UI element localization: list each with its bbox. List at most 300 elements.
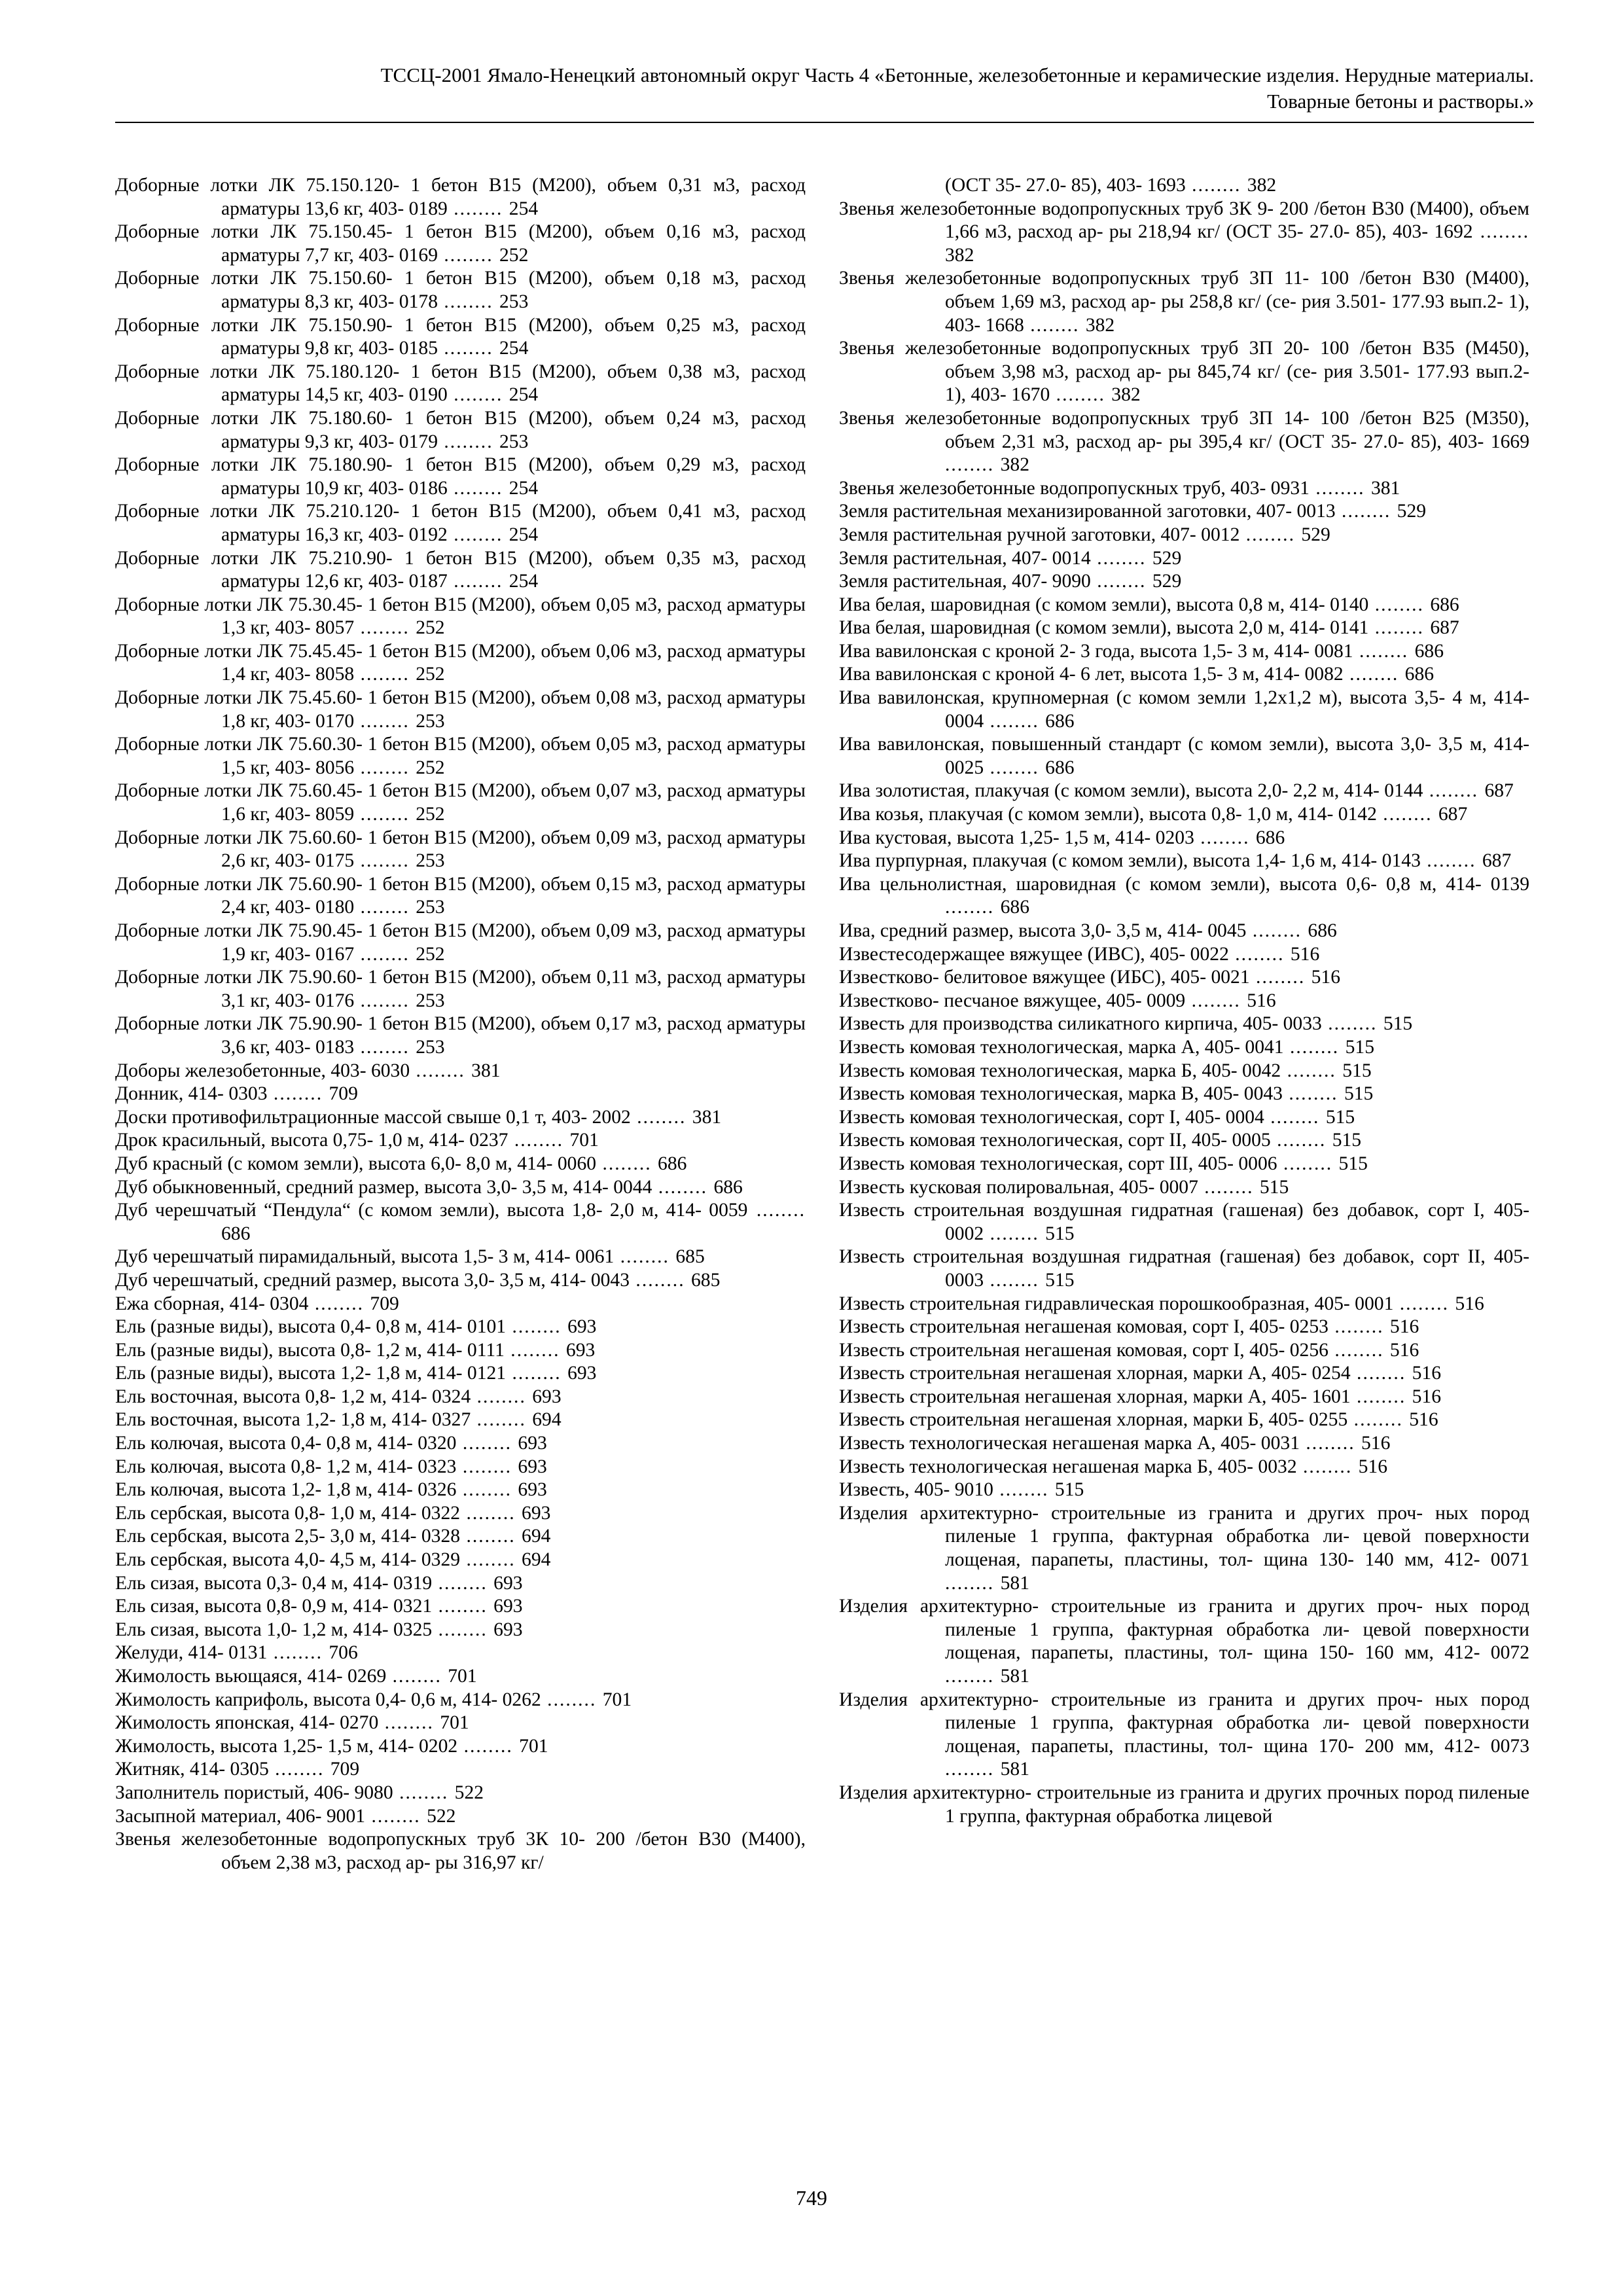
- index-entry-text: Донник, 414- 0303: [115, 1083, 268, 1105]
- index-entry-page: 516: [1247, 990, 1276, 1011]
- index-entry: [839, 850, 1529, 873]
- index-entry: [115, 1106, 806, 1130]
- index-entry-page: 381: [1370, 477, 1400, 499]
- dot-leader: ........: [365, 1805, 427, 1827]
- index-entry: [115, 1362, 806, 1386]
- index-entry-page: 253: [416, 897, 445, 918]
- index-entry: [115, 827, 806, 873]
- index-entry-page: 581: [1000, 1572, 1029, 1594]
- index-entry-text: Доборные лотки ЛК 75.60.90- 1 бетон В15 (М200), объем 0,15 м3, расход арматуры 2,4 кг, 403- 0180: [115, 873, 806, 918]
- index-entry-text: Известь кусковая полировальная, 405- 0007: [839, 1176, 1198, 1198]
- index-entry-text: Известь комовая технологическая, марка А, 405- 0041: [839, 1036, 1284, 1058]
- index-entry: [839, 640, 1529, 664]
- index-entry: [839, 1408, 1529, 1432]
- index-entry-text: Ель сербская, высота 0,8- 1,0 м, 414- 0322: [115, 1502, 461, 1524]
- dot-leader: ........: [432, 1596, 494, 1617]
- index-entry-page: 686: [658, 1153, 687, 1174]
- dot-leader: ........: [1343, 664, 1405, 685]
- index-entry: [839, 1013, 1529, 1036]
- index-entry-page: 693: [522, 1502, 551, 1524]
- dot-leader: ........: [504, 1339, 566, 1361]
- index-entry: [839, 1689, 1529, 1782]
- index-entry: [115, 1432, 806, 1456]
- index-entry-text: Доборные лотки ЛК 75.30.45- 1 бетон В15 (М200), объем 0,05 м3, расход арматуры 1,3 кг, 403- 8057: [115, 594, 806, 639]
- index-entry: [839, 407, 1529, 477]
- index-entry: [115, 174, 806, 221]
- header-line-1: ТССЦ-2001 Ямало-Ненецкий автономный округ Часть 4 «Бетонные, железобетонные и керамические изделия. Нерудные материалы.: [380, 63, 1534, 86]
- index-entry-text: Дуб обыкновенный, средний размер, высота 3,0- 3,5 м, 414- 0044: [115, 1176, 652, 1198]
- index-entry: [115, 1689, 806, 1712]
- index-entry-text: Звенья железобетонные водопропускных труб, 403- 0931: [839, 477, 1310, 499]
- index-entry-page: 254: [508, 571, 539, 592]
- index-entry-text: Ель сербская, высота 2,5- 3,0 м, 414- 0328: [115, 1526, 461, 1547]
- index-entry: [839, 267, 1529, 337]
- index-entry-page: 382: [1085, 314, 1115, 336]
- running-header: [115, 62, 1534, 115]
- index-entry-text: Ива вавилонская, повышенный стандарт (с комом земли), высота 3,0- 3,5 м, 414- 0025: [839, 734, 1529, 778]
- index-entry-page: 516: [1361, 1433, 1391, 1454]
- index-entry-text: Доски противофильтрационные массой свыше 0,1 т, 403- 2002: [115, 1106, 631, 1128]
- index-entry-page: 694: [532, 1409, 562, 1431]
- dot-leader: ........: [354, 897, 416, 918]
- dot-leader: ........: [1296, 1456, 1359, 1477]
- index-entry-text: Известь для производства силикатного кирпича, 405- 0033: [839, 1013, 1322, 1035]
- dot-leader: ........: [354, 617, 416, 639]
- dot-leader: ........: [1300, 1433, 1361, 1454]
- index-entry-text: Дуб черешчатый, средний размер, высота 3,0- 3,5 м, 414- 0043: [115, 1269, 630, 1291]
- index-entry-page: 686: [221, 1223, 251, 1244]
- index-entry-page: 686: [1045, 710, 1075, 732]
- index-entry-text: Доборные лотки ЛК 75.90.60- 1 бетон В15 (М200), объем 0,11 м3, расход арматуры 3,1 кг, 403- 0176: [115, 967, 806, 1011]
- index-entry-page: 693: [493, 1596, 523, 1617]
- index-entry-text: Доборы железобетонные, 403- 6030: [115, 1060, 410, 1081]
- index-entry-text: Доборные лотки ЛК 75.150.45- 1 бетон В15 (М200), объем 0,16 м3, расход арматуры 7,7 кг, 403- 0169: [115, 221, 806, 266]
- index-entry: [115, 267, 806, 314]
- index-entry-page: 686: [1045, 757, 1075, 778]
- index-entry: [839, 1153, 1529, 1176]
- index-entry: [839, 990, 1529, 1013]
- index-entry-page: 694: [522, 1549, 551, 1571]
- dot-leader: ........: [1283, 1036, 1346, 1058]
- index-entry: [115, 1386, 806, 1409]
- index-entry-page: 515: [1383, 1013, 1413, 1035]
- dot-leader: ........: [447, 384, 509, 406]
- index-entry-page: 253: [416, 710, 445, 732]
- index-entry: [115, 1525, 806, 1549]
- dot-leader: ........: [1270, 1130, 1332, 1151]
- dot-leader: ........: [945, 1666, 1001, 1687]
- index-entry-text: Изделия архитектурно- строительные из гранита и других проч- ных пород пиленые 1 группа, фактурная обработка ли- цевой поверхности лощеная, парапеты, пластины, тол- щина 130- 140 мм, 412- 0071: [839, 1502, 1529, 1571]
- index-entry: [839, 1083, 1529, 1106]
- index-entry: [115, 687, 806, 733]
- index-entry-page: 252: [416, 664, 445, 685]
- index-entry-text: Доборные лотки ЛК 75.150.90- 1 бетон В15 (М200), объем 0,25 м3, расход арматуры 9,8 кг, 403- 0185: [115, 314, 806, 359]
- index-entry: [115, 1828, 806, 1874]
- index-entry-page: 516: [1389, 1339, 1419, 1361]
- index-entry-text: Ель (разные виды), высота 0,4- 0,8 м, 414- 0101: [115, 1316, 507, 1338]
- index-entry-text: Ива белая, шаровидная (с комом земли), высота 0,8 м, 414- 0140: [839, 594, 1369, 615]
- index-entry-text: Доборные лотки ЛК 75.45.60- 1 бетон В15 (М200), объем 0,08 м3, расход арматуры 1,8 кг, 403- 0170: [115, 687, 806, 732]
- dot-leader: ........: [1420, 850, 1482, 872]
- dot-leader: ........: [945, 1759, 1001, 1780]
- dot-leader: ........: [541, 1689, 603, 1710]
- index-entry: [839, 1176, 1529, 1200]
- dot-leader: ........: [447, 198, 509, 219]
- index-entry-page: 706: [329, 1642, 358, 1664]
- dot-leader: ........: [1281, 1060, 1343, 1081]
- dot-leader: ........: [1228, 943, 1291, 965]
- index-entry: [115, 1502, 806, 1526]
- dot-leader: ........: [386, 1666, 448, 1687]
- index-entry-text: Известь комовая технологическая, марка Б, 405- 0042: [839, 1060, 1281, 1081]
- index-entry-text: Земля растительная, 407- 9090: [839, 571, 1091, 592]
- dot-leader: ........: [984, 1269, 1046, 1291]
- dot-leader: ........: [1277, 1153, 1339, 1174]
- index-entry-page: 381: [692, 1106, 722, 1128]
- index-entry: [839, 524, 1529, 547]
- dot-leader: ........: [1350, 1386, 1412, 1407]
- dot-leader: ........: [614, 1246, 676, 1268]
- index-entry: [839, 477, 1529, 501]
- index-entry-page: 581: [1000, 1666, 1029, 1687]
- index-entry-text: Известь комовая технологическая, сорт III, 405- 0006: [839, 1153, 1277, 1174]
- index-entry-page: 693: [567, 1316, 597, 1338]
- index-entry: [839, 873, 1529, 920]
- index-entry-text: Известь строительная гидравлическая порошкообразная, 405- 0001: [839, 1293, 1394, 1314]
- index-entry-page: 516: [1409, 1409, 1438, 1431]
- dot-leader: ........: [1194, 827, 1256, 848]
- index-entry-page: 581: [1000, 1759, 1029, 1780]
- index-entry: [115, 1316, 806, 1339]
- index-entry-page: 686: [1000, 897, 1029, 918]
- index-entry-page: 522: [454, 1782, 484, 1803]
- index-entry-page: 701: [440, 1712, 469, 1734]
- dot-leader: ........: [945, 897, 1001, 918]
- index-entry-text: Дуб черешчатый пирамидальный, высота 1,5- 3 м, 414- 0061: [115, 1246, 615, 1268]
- index-entry: [115, 221, 806, 267]
- index-entry: [839, 1432, 1529, 1456]
- index-entry: [839, 1106, 1529, 1130]
- index-entry-text: Известь технологическая негашеная марка Б, 405- 0032: [839, 1456, 1297, 1477]
- index-entry-page: 693: [518, 1479, 547, 1501]
- index-entry: [839, 1036, 1529, 1060]
- index-entry: [115, 1805, 806, 1829]
- index-entry: [839, 547, 1529, 571]
- index-entry: [115, 1246, 806, 1269]
- dot-leader: ........: [1328, 1316, 1390, 1338]
- index-entry-page: 253: [416, 990, 445, 1011]
- dot-leader: ........: [432, 1619, 494, 1640]
- index-entry-page: 254: [508, 477, 539, 499]
- index-entry-page: 693: [565, 1339, 596, 1361]
- dot-leader: ........: [652, 1176, 714, 1198]
- index-entry-text: Жимолость вьющаяся, 414- 0269: [115, 1666, 387, 1687]
- index-entry-page: 687: [1430, 617, 1459, 639]
- index-entry-page: 382: [1000, 454, 1029, 476]
- index-entry-page: 515: [1259, 1176, 1289, 1198]
- index-entry-page: 252: [416, 804, 445, 825]
- index-entry: [839, 1595, 1529, 1688]
- dot-leader: ........: [1090, 571, 1152, 592]
- index-entry-page: 529: [1152, 547, 1182, 569]
- index-entry-text: Известь строительная негашеная хлорная, марки Б, 405- 0255: [839, 1409, 1348, 1431]
- index-entry-page: 516: [1412, 1363, 1442, 1384]
- dot-leader: ........: [354, 1036, 416, 1058]
- dot-leader: ........: [1321, 1013, 1383, 1035]
- dot-leader: ........: [506, 1363, 568, 1384]
- index-entry: [839, 1782, 1529, 1828]
- dot-leader: ........: [1353, 640, 1415, 662]
- index-entry-page: 254: [499, 338, 529, 359]
- index-entry-text: Доборные лотки ЛК 75.60.60- 1 бетон В15 (М200), объем 0,09 м3, расход арматуры 2,6 кг, 403- 0175: [115, 827, 806, 872]
- index-entry-page: 693: [532, 1386, 562, 1407]
- index-entry: [115, 920, 806, 966]
- dot-leader: ........: [630, 1106, 692, 1128]
- header-rule: [115, 122, 1534, 123]
- index-entry: [839, 1339, 1529, 1363]
- index-entry-page: 516: [1389, 1316, 1419, 1338]
- dot-leader: ........: [354, 850, 416, 872]
- page-number: 749: [796, 2186, 827, 2210]
- dot-leader: ........: [984, 710, 1046, 732]
- index-entry-text: Ель (разные виды), высота 0,8- 1,2 м, 414- 0111: [115, 1339, 505, 1361]
- index-entry-page: 693: [493, 1572, 523, 1594]
- index-entry: [839, 687, 1529, 733]
- dot-leader: ........: [1368, 594, 1431, 615]
- index-entry-text: Звенья железобетонные водопропускных труб 3П 14- 100 /бетон В25 (М350), объем 2,31 м3, расход ар- ры 395,4 кг/ (ОСТ 35- 27.0- 85), 403- 1669: [839, 407, 1529, 452]
- index-entry: [839, 617, 1529, 640]
- index-entry: [839, 780, 1529, 803]
- dot-leader: ........: [460, 1526, 522, 1547]
- index-entry: [839, 943, 1529, 967]
- dot-leader: ........: [1249, 967, 1311, 988]
- index-entry-page: 253: [416, 850, 445, 872]
- index-entry: [115, 1456, 806, 1479]
- dot-leader: ........: [457, 1735, 520, 1757]
- index-entry-page: 515: [1325, 1106, 1355, 1128]
- index-entry-text: Доборные лотки ЛК 75.60.45- 1 бетон В15 (М200), объем 0,07 м3, расход арматуры 1,6 кг, 403- 8059: [115, 780, 806, 825]
- index-entry: [839, 1456, 1529, 1479]
- index-entry: [115, 314, 806, 361]
- index-entry-page: 686: [1308, 920, 1337, 941]
- index-entry-text: Земля растительная ручной заготовки, 407- 0012: [839, 524, 1240, 545]
- index-entry-page: 529: [1397, 501, 1427, 522]
- index-entry-text: Звенья железобетонные водопропускных труб 3К 10- 200 /бетон В30 (М400), объем 2,38 м3, расход ар- ры 316,97 кг/: [115, 1829, 806, 1873]
- dot-leader: ........: [432, 1572, 494, 1594]
- dot-leader: ........: [1472, 221, 1529, 243]
- dot-leader: ........: [1185, 175, 1247, 196]
- index-entry-text: Доборные лотки ЛК 75.180.120- 1 бетон В15 (М200), объем 0,38 м3, расход арматуры 14,5 кг, 403- 0190: [115, 361, 806, 406]
- index-entry: [115, 1060, 806, 1083]
- index-entry-page: 515: [1054, 1479, 1084, 1501]
- index-entry-page: 253: [499, 431, 529, 452]
- dot-leader: ........: [1198, 1176, 1260, 1198]
- index-entry: [115, 407, 806, 454]
- dot-leader: ........: [1423, 780, 1485, 802]
- index-entry-page: 382: [1247, 175, 1277, 196]
- index-entry-page: 685: [691, 1269, 721, 1291]
- index-entry-page: 515: [1045, 1223, 1075, 1244]
- index-entry-text: Дуб черешчатый “Пендула“ (с комом земли), высота 1,8- 2,0 м, 414- 0059: [115, 1200, 748, 1221]
- dot-leader: ........: [945, 1572, 1001, 1594]
- index-entry: [839, 594, 1529, 617]
- index-entry-text: Ель восточная, высота 0,8- 1,2 м, 414- 0324: [115, 1386, 471, 1407]
- dot-leader: ........: [630, 1269, 691, 1291]
- index-entry-text: Желуди, 414- 0131: [115, 1642, 268, 1664]
- index-entry: [115, 1129, 806, 1153]
- dot-leader: ........: [1024, 314, 1086, 336]
- index-entry: [115, 1339, 806, 1363]
- index-entry-page: 515: [1345, 1036, 1374, 1058]
- dot-leader: ........: [984, 757, 1046, 778]
- index-entry-text: Ель колючая, высота 0,8- 1,2 м, 414- 0323: [115, 1456, 457, 1477]
- index-entry-page: 693: [493, 1619, 523, 1640]
- index-column-right: [839, 174, 1529, 1828]
- index-entry: [115, 1782, 806, 1805]
- index-entry-page: 685: [675, 1246, 705, 1268]
- dot-leader: ........: [471, 1386, 533, 1407]
- index-entry-page: 254: [508, 198, 539, 219]
- dot-leader: ........: [747, 1200, 806, 1221]
- dot-leader: ........: [393, 1782, 455, 1803]
- index-entry-page: 252: [416, 617, 445, 639]
- index-entry-text: Жимолость каприфоль, высота 0,4- 0,6 м, 414- 0262: [115, 1689, 541, 1710]
- index-entry-text: Жимолость японская, 414- 0270: [115, 1712, 379, 1734]
- index-entry-text: Известково- белитовое вяжущее (ИБС), 405- 0021: [839, 967, 1250, 988]
- index-entry-page: 709: [329, 1083, 358, 1105]
- index-entry-page: 516: [1290, 943, 1320, 965]
- dot-leader: ........: [993, 1479, 1055, 1501]
- index-entry: [839, 1246, 1529, 1292]
- index-entry-text: Ель сербская, высота 4,0- 4,5 м, 414- 0329: [115, 1549, 461, 1571]
- index-entry: [839, 827, 1529, 850]
- dot-leader: ........: [1393, 1293, 1455, 1314]
- dot-leader: ........: [308, 1293, 370, 1314]
- index-entry-text: Известесодержащее вяжущее (ИВС), 405- 0022: [839, 943, 1229, 965]
- index-entry-text: Доборные лотки ЛК 75.90.45- 1 бетон В15 (М200), объем 0,09 м3, расход арматуры 1,9 кг, 403- 0167: [115, 920, 806, 965]
- index-entry: [115, 780, 806, 826]
- index-entry: [839, 1479, 1529, 1502]
- index-entry-text: Известь комовая технологическая, сорт I, 405- 0004: [839, 1106, 1264, 1128]
- dot-leader: ........: [456, 1456, 518, 1477]
- dot-leader: ........: [471, 1409, 533, 1431]
- index-entry-page: 253: [499, 291, 529, 312]
- index-entry-page: 529: [1152, 571, 1182, 592]
- index-entry: [115, 1735, 806, 1759]
- index-entry: [839, 198, 1529, 268]
- index-entry-text: Ель (разные виды), высота 1,2- 1,8 м, 414- 0121: [115, 1363, 507, 1384]
- index-entry-page: 516: [1358, 1456, 1387, 1477]
- index-entry-text: Житняк, 414- 0305: [115, 1759, 269, 1780]
- index-entry: [115, 966, 806, 1013]
- dot-leader: ........: [456, 1433, 518, 1454]
- index-entry-page: 701: [569, 1130, 599, 1151]
- index-entry-page: 515: [1344, 1083, 1374, 1105]
- index-entry-text: Известь строительная воздушная гидратная (гашеная) без добавок, сорт II, 405- 0003: [839, 1246, 1529, 1291]
- dot-leader: ........: [596, 1153, 658, 1174]
- dot-leader: ........: [460, 1502, 522, 1524]
- index-entry: [839, 663, 1529, 687]
- index-entry-page: 516: [1412, 1386, 1442, 1407]
- dot-leader: ........: [354, 710, 416, 732]
- dot-leader: ........: [984, 1223, 1046, 1244]
- index-entry-page: 686: [1414, 640, 1444, 662]
- index-entry-page: 687: [1484, 780, 1514, 802]
- index-entry: [839, 1316, 1529, 1339]
- index-entry-page: 254: [508, 384, 539, 406]
- dot-leader: ........: [410, 1060, 472, 1081]
- dot-leader: ........: [438, 338, 499, 359]
- index-entry-page: 709: [330, 1759, 360, 1780]
- index-entry-text: (ОСТ 35- 27.0- 85), 403- 1693: [945, 175, 1186, 196]
- index-entry: [115, 1176, 806, 1200]
- index-entry-page: 515: [1332, 1130, 1362, 1151]
- index-entry-page: 701: [448, 1666, 477, 1687]
- dot-leader: ........: [447, 524, 509, 545]
- index-entry-page: 382: [1111, 384, 1141, 406]
- index-column-left: [115, 174, 806, 1874]
- index-entry-text: Доборные лотки ЛК 75.210.90- 1 бетон В15 (М200), объем 0,35 м3, расход арматуры 12,6 кг, 403- 0187: [115, 547, 806, 592]
- dot-leader: ........: [1350, 1363, 1412, 1384]
- dot-leader: ........: [447, 477, 509, 499]
- dot-leader: ........: [1347, 1409, 1410, 1431]
- index-entry-text: Ива вавилонская с кроной 4- 6 лет, высота 1,5- 3 м, 414- 0082: [839, 664, 1344, 685]
- dot-leader: ........: [1282, 1083, 1344, 1105]
- index-entry: [839, 1293, 1529, 1316]
- dot-leader: ........: [1335, 501, 1397, 522]
- index-entry-text: Доборные лотки ЛК 75.180.60- 1 бетон В15 (М200), объем 0,24 м3, расход арматуры 9,3 кг, 403- 0179: [115, 407, 806, 452]
- index-entry-text: Известь строительная воздушная гидратная (гашеная) без добавок, сорт I, 405- 0002: [839, 1200, 1529, 1244]
- index-entry-page: 529: [1301, 524, 1330, 545]
- dot-leader: ........: [354, 990, 416, 1011]
- index-entry-page: 687: [1482, 850, 1512, 872]
- index-entry-text: Изделия архитектурно- строительные из гранита и других проч- ных пород пиленые 1 группа, фактурная обработка ли- цевой поверхности лощеная, парапеты, пластины, тол- щина 150- 160 мм, 412- 0072: [839, 1596, 1529, 1664]
- index-entry-text: Засыпной материал, 406- 9001: [115, 1805, 366, 1827]
- index-entry-text: Ива цельнолистная, шаровидная (с комом земли), высота 0,6- 0,8 м, 414- 0139: [839, 873, 1529, 895]
- index-entry: [115, 1293, 806, 1316]
- index-entry-text: Земля растительная, 407- 0014: [839, 547, 1091, 569]
- index-entry: [115, 1641, 806, 1665]
- index-entry: [839, 570, 1529, 594]
- index-entry-text: Ива козья, плакучая (с комом земли), высота 0,8- 1,0 м, 414- 0142: [839, 804, 1377, 825]
- dot-leader: ........: [267, 1083, 329, 1105]
- index-entry-page: 522: [427, 1805, 456, 1827]
- index-entry-page: 693: [518, 1456, 547, 1477]
- index-entry: [839, 966, 1529, 990]
- index-entry-text: Доборные лотки ЛК 75.180.90- 1 бетон В15 (М200), объем 0,29 м3, расход арматуры 10,9 кг, 403- 0186: [115, 454, 806, 499]
- index-entry-page: 687: [1438, 804, 1468, 825]
- index-entry-text: Известь строительная негашеная комовая, сорт I, 405- 0256: [839, 1339, 1329, 1361]
- index-entry: [839, 1362, 1529, 1386]
- dot-leader: ........: [267, 1642, 329, 1664]
- index-entry-page: 693: [567, 1363, 597, 1384]
- index-entry-page: 701: [519, 1735, 548, 1757]
- index-entry-page: 709: [370, 1293, 399, 1314]
- dot-leader: ........: [1264, 1106, 1326, 1128]
- dot-leader: ........: [438, 244, 499, 266]
- index-entry-text: Ива кустовая, высота 1,25- 1,5 м, 414- 0203: [839, 827, 1194, 848]
- index-entry: [839, 920, 1529, 943]
- index-entry-text: Дуб красный (с комом земли), высота 6,0- 8,0 м, 414- 0060: [115, 1153, 597, 1174]
- index-entry-text: Доборные лотки ЛК 75.60.30- 1 бетон В15 (М200), объем 0,05 м3, расход арматуры 1,5 кг, 403- 8056: [115, 734, 806, 778]
- index-entry-page: 516: [1455, 1293, 1484, 1314]
- index-entry-text: Известь строительная негашеная комовая, сорт I, 405- 0253: [839, 1316, 1329, 1338]
- index-entry-text: Ель колючая, высота 0,4- 0,8 м, 414- 0320: [115, 1433, 457, 1454]
- index-entry-text: Дрок красильный, высота 0,75- 1,0 м, 414- 0237: [115, 1130, 508, 1151]
- index-entry-text: Доборные лотки ЛК 75.150.60- 1 бетон В15 (М200), объем 0,18 м3, расход арматуры 8,3 кг, 403- 0178: [115, 268, 806, 312]
- index-entry: [839, 1199, 1529, 1246]
- index-entry-text: Жимолость, высота 1,25- 1,5 м, 414- 0202: [115, 1735, 458, 1757]
